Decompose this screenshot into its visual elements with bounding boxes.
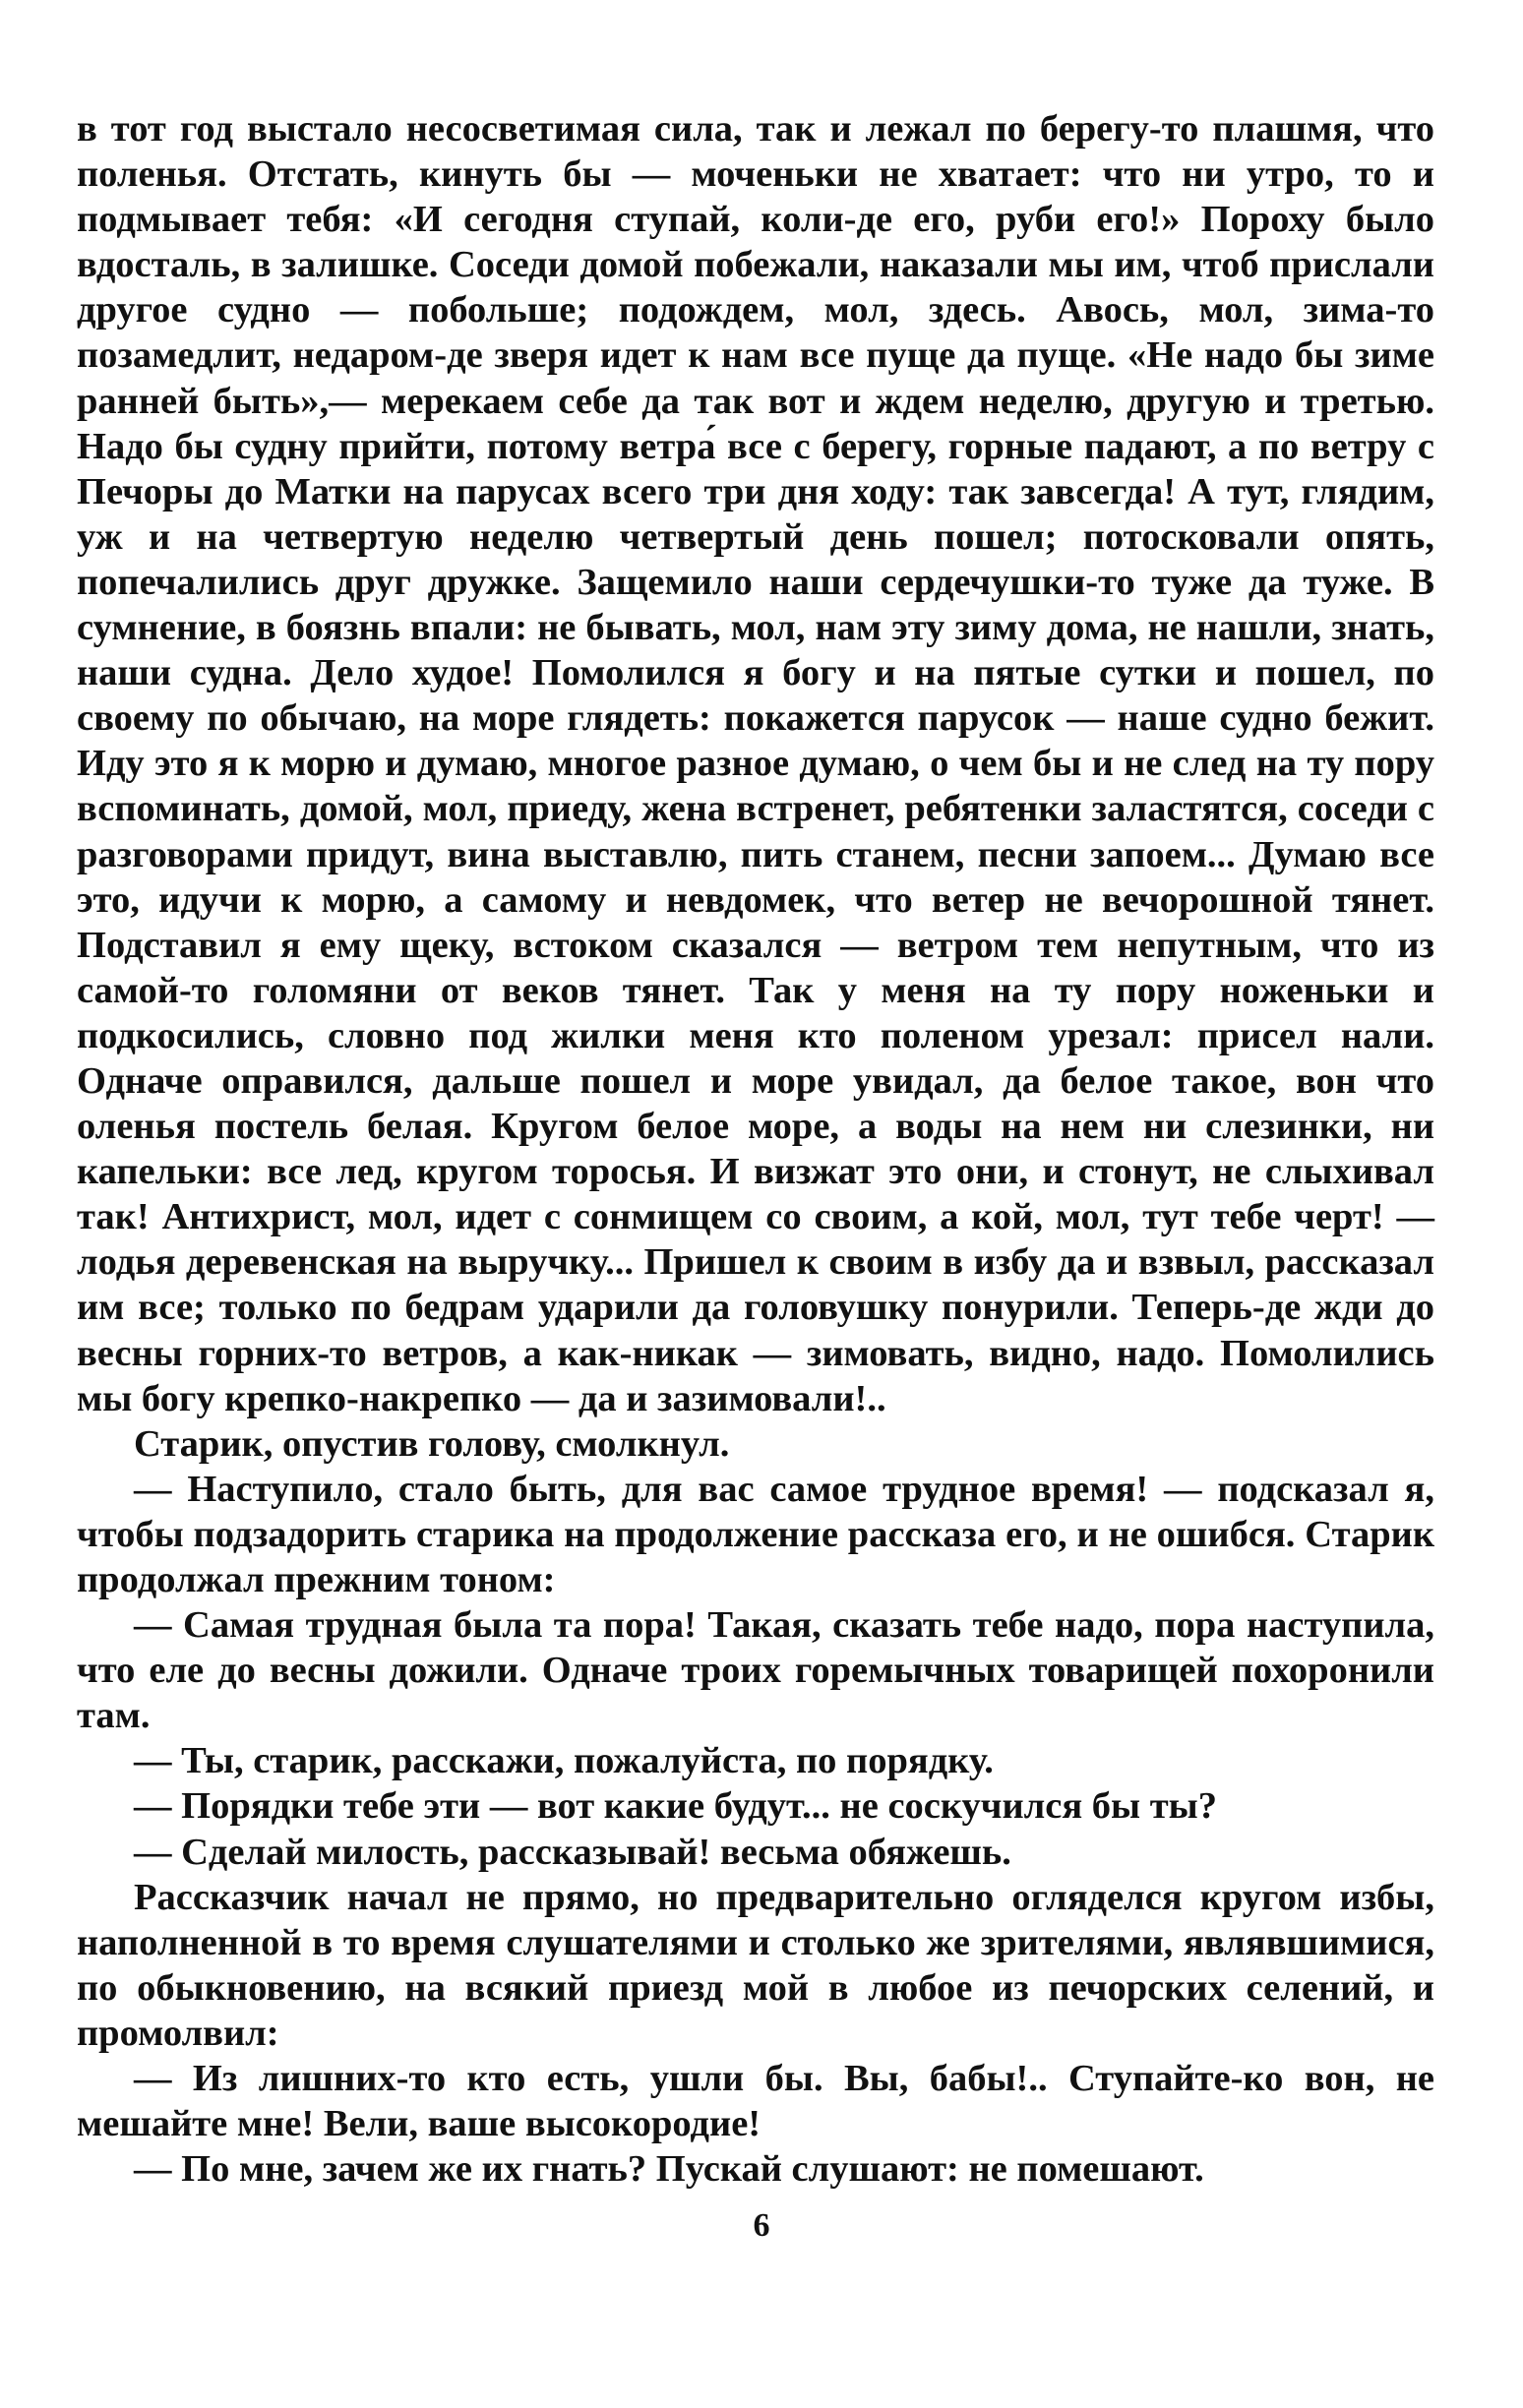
paragraph-3: — Наступило, стало быть, для вас самое трудное время! — подсказал я, чтобы подзадорить старика на продолжение рассказа его, и не ошибся. Старик продолжал прежним тоном:	[77, 1468, 1434, 1600]
paragraph-5: — Ты, старик, расскажи, пожалуйста, по порядку.	[134, 1740, 994, 1782]
paragraph-9: — Из лишних-то кто есть, ушли бы. Вы, бабы!.. Ступайте-ко вон, не мешайте мне! Вели, ваше высокородие!	[77, 2058, 1434, 2145]
paragraph-6: — Порядки тебе эти — вот какие будут... не соскучился бы ты?	[134, 1785, 1217, 1828]
page-body	[77, 106, 1434, 2192]
paragraph-10: — По мне, зачем же их гнать? Пускай слушают: не помешают.	[134, 2148, 1204, 2191]
paragraph-7: — Сделай милость, рассказывай! весьма обяжешь.	[134, 1831, 1011, 1873]
paragraph-2: Старик, опустив голову, смолкнул.	[134, 1422, 730, 1465]
paragraph-8: Рассказчик начал не прямо, но предварительно огляделся кругом избы, наполненной в то время слушателями и столько же зрителями, являвшимися, по обыкновению, на всякий приезд мой в любое из печорских селений, и промолвил:	[77, 1876, 1434, 2054]
paragraph-4: — Самая трудная была та пора! Такая, сказать тебе надо, пора наступила, что еле до весны дожили. Одначе троих горемычных товарищей похоронили там.	[77, 1604, 1434, 1737]
page-number: 6	[753, 2207, 770, 2244]
paragraph-1: в тот год выстало несосветимая сила, так и лежал по берегу-то плашмя, что поленья. Отстать, кинуть бы — моченьки не хватает: что ни утро, то и подмывает тебя: «И сегодня ступай, коли-де его, руби его!» Пороху было вдосталь, в залишке. Соседи домой побежали, наказали мы им, чтоб прислали другое судно — побольше; подождем, мол, здесь. Авось, мол, зима-то позамедлит, недаром-де зверя идет к нам все пуще да пуще. «Не надо бы зиме ранней быть»,— мерекаем себе да так вот и ждем неделю, другую и третью. Надо бы судну прийти, потому ветра́ все с берегу, горные падают, а по ветру с Печоры до Матки на парусах всего три дня ходу: так завсегда! А тут, глядим, уж и на четвертую неделю четвертый день пошел; потосковали опять, попечалились друг дружке. Защемило наши сердечушки-то туже да туже. В сумнение, в боязнь впали: не бывать, мол, нам эту зиму дома, не нашли, знать, наши судна. Дело худое! Помолился я богу и на пятые сутки и пошел, по своему по обычаю, на море глядеть: покажется парусок — наше судно бежит. Иду это я к морю и думаю, многое разное думаю, о чем бы и не след на ту пору вспоминать, домой, мол, приеду, жена встренет, ребятенки заластятся, соседи с разговорами придут, вина выставлю, пить станем, песни запоем... Думаю все это, идучи к морю, а самому и невдомек, что ветер не вечорошной тянет. Подставил я ему щеку, встоком сказался — ветром тем непутным, что из самой-то голомяни от веков тянет. Так у меня на ту пору ноженьки и подкосились, словно под жилки меня кто поленом урезал: присел нали. Одначе оправился, дальше пошел и море увидал, да белое такое, вон что оленья постель белая. Кругом белое море, а воды на нем ни слезинки, ни капельки: все лед, кругом торосья. И визжат это они, и стонут, не слыхивал так! Антихрист, мол, идет с сонмищем со своим, а кой, мол, тут тебе черт! — лодья деревенская на выручку... Пришел к своим в избу да и взвыл, рассказал им все; только по бедрам ударили да головушку понурили. Теперь-де жди до весны горних-то ветров, а как-никак — зимовать, видно, надо. Помолились мы богу крепко-накрепко — да и зазимовали!..	[77, 108, 1434, 1419]
